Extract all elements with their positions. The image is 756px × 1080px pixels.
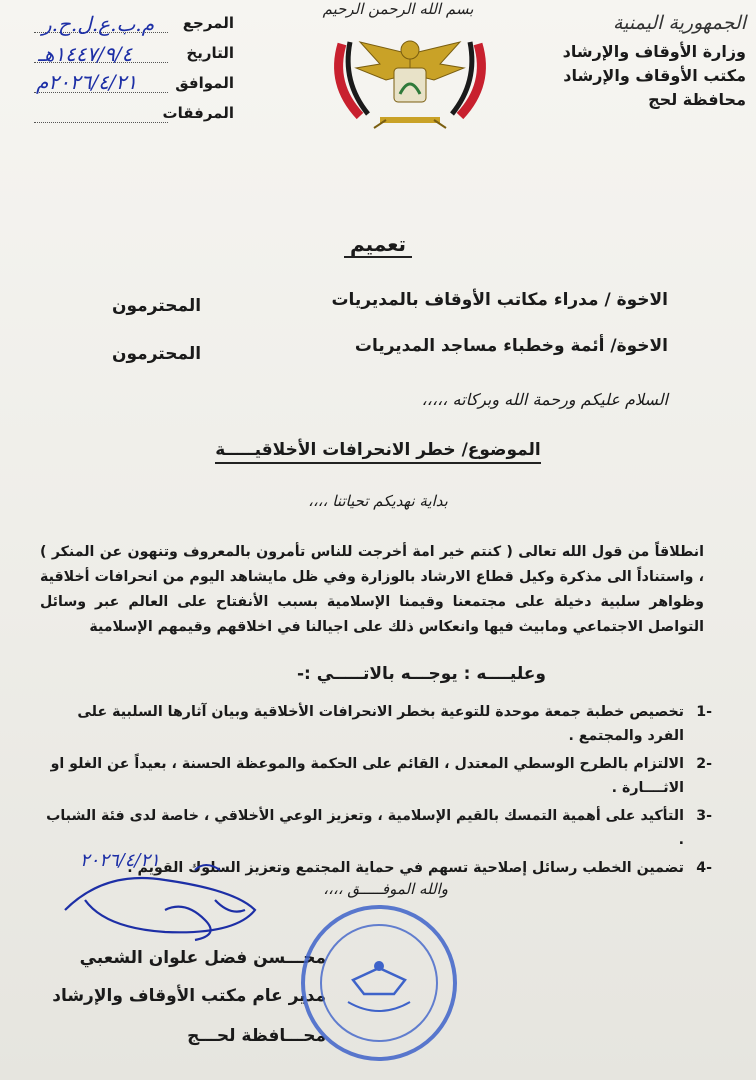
basmala: بسم الله الرحمن الرحيم [322, 0, 474, 18]
closing-line: والله الموفـــــق ،،،، [323, 880, 448, 898]
corresponding-value: ٢٠٢٦/٤/٢١م [36, 70, 138, 94]
signatory-governorate: محـــافظة لحـــج [187, 1026, 326, 1046]
body-paragraph: انطلاقاً من قول الله تعالى ( كنتم خير امة أخرجت للناس تأمرون بالمعروف وتنهون عن المنكر ) ، واستناداً الى مذكرة وكيل قطاع الارشاد بالوزارة وفي ظل مايشاهد اليوم من انحرافات أخلاقية وظواهر سلبية دخيلة على مجتمعنا وقيمنا الإسلامية بسبب الأنفتاح على العالم عبر وسائل التواصل الاجتماعي ومابيث فيها وانعكاس ذلك على اجيالنا في اخلاقهم وقيمهم الإسلامية [40, 544, 704, 635]
signatory-position: مدير عام مكتب الأوقاف والإرشاد [52, 986, 326, 1006]
greeting: السلام عليكم ورحمة الله وبركاته ،،،،، [421, 390, 668, 409]
respected-2: المحترمون [112, 344, 202, 364]
attachments-label: المرفقات [162, 104, 234, 122]
list-item: -4 تضمين الخطب رسائل إصلاحية تسهم في حماية المجتمع وتعزيز السلوك القويم . [127, 860, 712, 876]
date-label: التاريخ [186, 44, 234, 62]
republic-name: الجمهورية اليمنية [612, 12, 746, 34]
corresponding-label: الموافق [175, 74, 234, 92]
yemen-eagle-emblem-icon [320, 24, 500, 134]
document-title: تعميم [0, 232, 756, 258]
opening-line: بداية نهديكم تحياتنا ،،،، [308, 492, 448, 510]
directive-heading: وعليــــه : يوجـــه بالاتـــــي :- [296, 664, 546, 684]
reference-value: م.ب.ع.ل.ح.ر [42, 12, 155, 36]
header-left [28, 6, 248, 128]
official-stamp-icon [298, 902, 460, 1064]
addressee-line-1: الاخوة / مدراء مكاتب الأوقاف بالمديريات [331, 290, 668, 310]
list-item: -1 تخصيص خطبة جمعة موحدة للتوعية بخطر الانحرافات الأخلاقية وبيان آثارها السلبية على الفرد والمجتمع . [77, 704, 712, 744]
ministry-name: وزارة الأوقاف والإرشاد [562, 42, 746, 61]
handwritten-date: ٢٠٢٦/٤/٢١ [80, 850, 160, 871]
office-name: مكتب الأوقاف والإرشاد [563, 66, 746, 85]
signatory-name: محـــسن فضل علوان الشعبي [79, 948, 326, 968]
governorate-name: محافظة لحج [648, 90, 746, 109]
date-value: ١٤٤٧/٩/٤هـ [38, 42, 133, 66]
respected-1: المحترمون [112, 296, 202, 316]
list-item: -2 الالتزام بالطرح الوسطي المعتدل ، القائم على الحكمة والموعظة الحسنة ، بعيداً عن الغلو او الاثــــارة . [50, 756, 712, 796]
header-right [516, 12, 746, 112]
subject-line: الموضوع/ خطر الانحرافات الأخلاقيـــــة [0, 440, 756, 460]
addressee-line-2: الاخوة/ أئمة وخطباء مساجد المديريات [354, 336, 668, 356]
list-item: -3 التأكيد على أهمية التمسك بالقيم الإسلامية ، وتعزيز الوعي الأخلاقي ، خاصة لدى فئة الشباب . [46, 808, 712, 848]
reference-label: المرجع [182, 14, 234, 32]
